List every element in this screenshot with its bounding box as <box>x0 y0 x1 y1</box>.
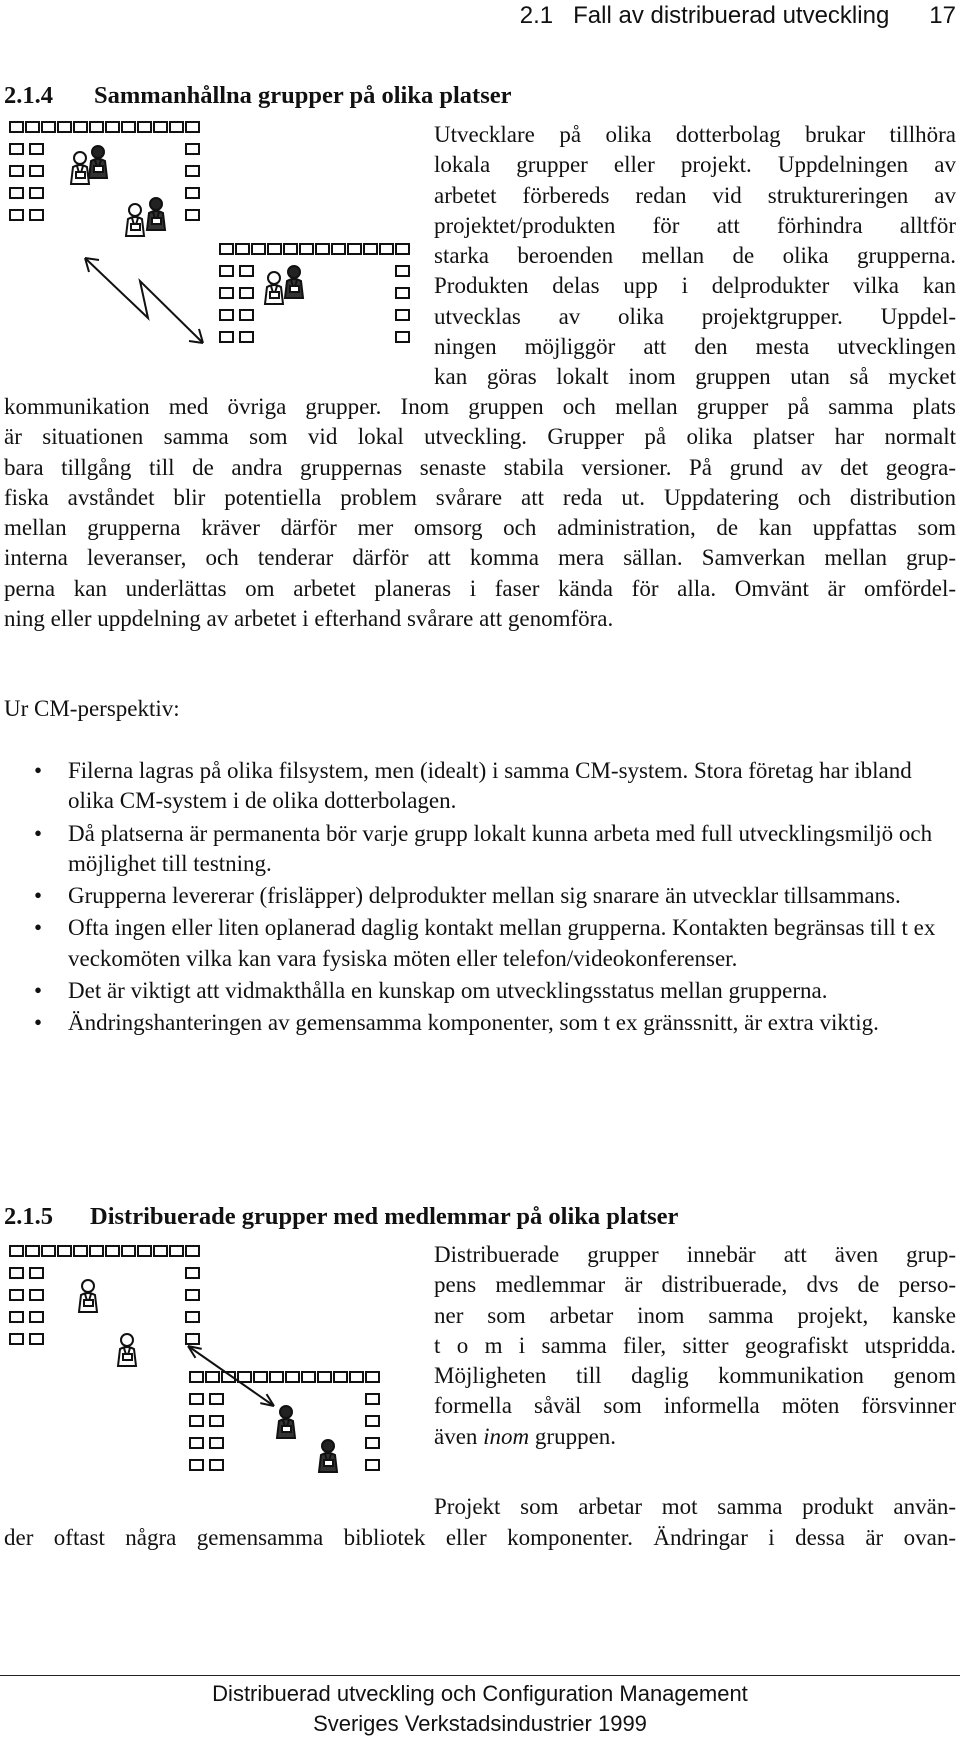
window <box>396 288 409 298</box>
section-title: Distribuerade grupper med medlemmar på olika platser <box>90 1203 679 1230</box>
text-line: starka beroenden mellan de olika grupperna. <box>434 243 956 269</box>
window <box>154 122 167 132</box>
cm-perspective-label: Ur CM-perspektiv: <box>4 696 180 721</box>
window <box>30 210 43 220</box>
window <box>380 244 393 254</box>
window <box>10 1268 23 1278</box>
window <box>90 122 103 132</box>
window <box>366 1394 379 1404</box>
text-line: projektet/produkten för att förhindra alltför <box>434 212 956 238</box>
header-section-number: 2.1 <box>519 2 554 29</box>
window <box>396 244 409 254</box>
text-line: Möjligheten till daglig kommunikation genom <box>434 1363 956 1389</box>
window <box>366 1372 379 1382</box>
text-line: interna leveranser, och tenderar därför att komma mera sällan. Samverkan mellan grup- <box>4 545 956 571</box>
window <box>74 1246 87 1256</box>
paragraph-2-1-5-second-start <box>434 1492 956 1522</box>
window <box>154 1246 167 1256</box>
window <box>30 144 43 154</box>
text-line: ningen möjliggör att den mesta utvecklingen <box>434 334 956 360</box>
section-title: Sammanhållna grupper på olika platser <box>94 82 512 109</box>
window <box>74 122 87 132</box>
window <box>138 122 151 132</box>
text-line: är situationen samma som vid lokal utveckling. Grupper på olika platser har normalt <box>4 424 956 450</box>
window <box>10 1312 23 1322</box>
window <box>186 188 199 198</box>
window <box>238 1372 251 1382</box>
window <box>270 1372 283 1382</box>
person-icon <box>277 1406 295 1438</box>
window <box>286 1372 299 1382</box>
window <box>396 266 409 276</box>
window <box>106 1246 119 1256</box>
window <box>366 1460 379 1470</box>
window <box>254 1372 267 1382</box>
window <box>58 1246 71 1256</box>
window <box>90 1246 103 1256</box>
window <box>366 1416 379 1426</box>
window <box>240 266 253 276</box>
window <box>190 1394 203 1404</box>
window <box>10 188 23 198</box>
text-line: bara tillgång till de andra gruppernas senaste stabila versioner. På grund av det geogra- <box>4 454 956 480</box>
person-icon <box>319 1440 337 1472</box>
footer-rule <box>0 1675 960 1676</box>
window <box>186 144 199 154</box>
window <box>300 244 313 254</box>
window <box>30 1312 43 1322</box>
window <box>190 1438 203 1448</box>
figure-distributed-members <box>10 1242 430 1512</box>
full-paragraph-2-1-4 <box>4 392 956 634</box>
window <box>186 1290 199 1300</box>
window <box>210 1460 223 1470</box>
window <box>10 1334 23 1344</box>
window <box>220 310 233 320</box>
window <box>58 122 71 132</box>
text-line: lokala grupper eller projekt. Uppdelningen av <box>434 152 956 178</box>
list-item <box>4 881 956 911</box>
window <box>334 1372 347 1382</box>
window <box>10 1246 23 1256</box>
list-item <box>4 913 956 974</box>
list-item <box>4 976 956 1006</box>
window <box>42 122 55 132</box>
list-item <box>4 819 956 880</box>
office-building <box>220 244 409 342</box>
window <box>186 166 199 176</box>
window <box>30 1268 43 1278</box>
person-icon <box>126 204 144 236</box>
window <box>26 122 39 132</box>
window <box>10 210 23 220</box>
window <box>220 266 233 276</box>
bullet-mark: • <box>34 758 43 783</box>
text-line: utvecklas av olika projektgrupper. Uppdel- <box>434 303 956 329</box>
window <box>10 122 23 132</box>
window <box>30 188 43 198</box>
list-item-text: Det är viktigt att vidmakthålla en kunskap om utvecklingsstatus mellan grupperna. <box>68 978 828 1004</box>
window <box>186 1334 199 1344</box>
window <box>220 332 233 342</box>
cm-bullet-list <box>4 756 956 1041</box>
window <box>240 310 253 320</box>
footer-line-2: Sveriges Verkstadsindustrier 1999 <box>313 1711 647 1736</box>
figure-groups-separate-sites <box>10 118 430 388</box>
link-arrow <box>85 258 203 343</box>
window <box>190 1416 203 1426</box>
person-icon <box>89 146 107 178</box>
text-line: kan göras lokalt inom gruppen utan så mycket <box>434 364 956 390</box>
text-line: ning eller uppdelning av arbetet i efterhand svårare att genomföra. <box>4 606 614 632</box>
wrap-paragraph-2-1-5 <box>434 1240 956 1452</box>
window <box>316 244 329 254</box>
window <box>26 1246 39 1256</box>
bullet-mark: • <box>34 915 43 941</box>
section-number: 2.1.4 <box>4 82 53 109</box>
section-number: 2.1.5 <box>4 1203 53 1230</box>
window <box>220 244 233 254</box>
window <box>268 244 281 254</box>
window <box>122 1246 135 1256</box>
window <box>350 1372 363 1382</box>
window <box>210 1394 223 1404</box>
window <box>10 1290 23 1300</box>
text-line: Utvecklare på olika dotterbolag brukar tillhöra <box>434 122 956 147</box>
bullet-mark: • <box>34 820 43 846</box>
bullet-mark: • <box>34 1010 43 1036</box>
list-item-text: Ändringshanteringen av gemensamma komponenter, som t ex gränssnitt, är extra viktig. <box>68 1010 879 1036</box>
footer <box>0 1679 960 1739</box>
running-header <box>0 2 960 30</box>
window <box>396 310 409 320</box>
person-icon <box>79 1280 97 1312</box>
window <box>186 122 199 132</box>
text-line: formella såväl som informella möten försvinner <box>434 1393 956 1419</box>
window <box>236 244 249 254</box>
window <box>186 1246 199 1256</box>
window <box>30 1290 43 1300</box>
window <box>170 1246 183 1256</box>
window <box>186 1268 199 1278</box>
window <box>284 244 297 254</box>
window <box>10 144 23 154</box>
window <box>138 1246 151 1256</box>
window <box>206 1372 219 1382</box>
footer-line-1: Distribuerad utveckling och Configuration Management <box>212 1681 748 1706</box>
window <box>30 1334 43 1344</box>
window <box>364 244 377 254</box>
bullet-mark: • <box>34 978 43 1004</box>
text-line: ner som arbetar inom samma projekt, kanske <box>434 1302 956 1328</box>
link-arrow <box>188 1346 274 1406</box>
bullet-mark: • <box>34 883 43 909</box>
page-number: 17 <box>929 2 956 29</box>
window <box>10 166 23 176</box>
window <box>210 1438 223 1448</box>
window <box>170 122 183 132</box>
window <box>252 244 265 254</box>
text-line: kommunikation med övriga grupper. Inom gruppen och mellan grupper på samma plats <box>4 394 956 419</box>
emphasis-inom: inom <box>483 1423 530 1449</box>
window <box>30 166 43 176</box>
text-line: der oftast några gemensamma bibliotek eller komponenter. Ändringar i dessa är ovan- <box>4 1525 956 1550</box>
window <box>366 1438 379 1448</box>
list-item-text: Då platserna är permanenta bör varje grupp lokalt kunna arbeta med full utvecklingsmiljö och möjlighet till testning. <box>68 820 933 876</box>
list-item-text: Filerna lagras på olika filsystem, men (idealt) i samma CM-system. Stora företag har ibland olika CM-system i de olika dotterbolagen. <box>68 758 912 814</box>
section-heading-2-1-4 <box>4 82 511 110</box>
text-line: mellan grupperna kräver därför mer omsorg och administration, de kan uppfattas som <box>4 515 956 541</box>
person-icon <box>71 152 89 184</box>
list-item-text: Ofta ingen eller liten oplanerad daglig kontakt mellan grupperna. Kontakten begränsas till t ex veckomöten vilka kan vara fysiska möten eller telefon/videokonferenser. <box>68 915 936 971</box>
person-icon <box>265 272 283 304</box>
window <box>302 1372 315 1382</box>
list-item <box>4 756 956 817</box>
list-item-text: Grupperna levererar (frisläpper) delprodukter mellan sig snarare än utvecklar tillsammans. <box>68 883 901 909</box>
text-fragment: gruppen. <box>529 1423 617 1449</box>
window <box>240 288 253 298</box>
list-item <box>4 1008 956 1038</box>
text-line: arbetet förbereds redan vid struktureringen av <box>434 182 956 208</box>
window <box>220 288 233 298</box>
window <box>396 332 409 342</box>
text-line <box>434 1422 956 1452</box>
section-heading-2-1-5 <box>4 1203 678 1231</box>
text-fragment: även <box>434 1423 484 1449</box>
text-line: pens medlemmar är distribuerade, dvs de perso- <box>434 1272 956 1298</box>
window <box>186 1312 199 1322</box>
header-title: Fall av distribuerad utveckling <box>573 2 890 29</box>
window <box>318 1372 331 1382</box>
window <box>186 210 199 220</box>
window <box>190 1372 203 1382</box>
window <box>106 122 119 132</box>
text-line: Distribuerade grupper innebär att även grup- <box>434 1242 956 1267</box>
wrap-paragraph-2-1-4 <box>434 120 956 393</box>
window <box>190 1460 203 1470</box>
text-line: fiska avståndet blir potentiella problem svårare att reda ut. Uppdatering och distribution <box>4 484 956 510</box>
person-icon <box>118 1334 136 1366</box>
paragraph-2-1-5-second-cont <box>4 1523 956 1553</box>
person-icon <box>147 198 165 230</box>
person-icon <box>285 266 303 298</box>
window <box>348 244 361 254</box>
window <box>240 332 253 342</box>
text-line: t o m i samma filer, sitter geografiskt utspridda. <box>434 1332 956 1358</box>
window <box>42 1246 55 1256</box>
window <box>210 1416 223 1426</box>
text-line: Projekt som arbetar mot samma produkt använ- <box>434 1494 956 1519</box>
window <box>332 244 345 254</box>
office-building <box>10 1246 199 1344</box>
text-line: Produkten delas upp i delprodukter vilka kan <box>434 273 956 299</box>
text-line: perna kan underlättas om arbetet planeras i faser kända för alla. Omvänt är omfördel- <box>4 575 956 601</box>
window <box>122 122 135 132</box>
